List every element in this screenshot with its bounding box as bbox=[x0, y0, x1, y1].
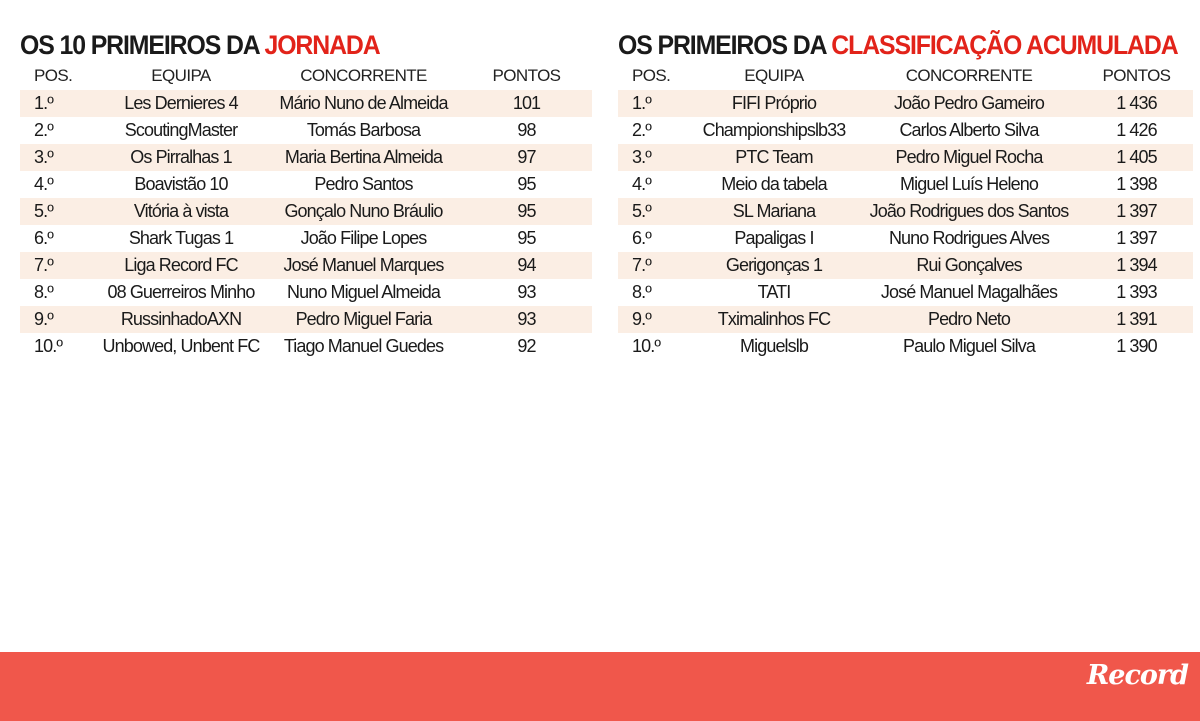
row-player: Mário Nuno de Almeida bbox=[266, 90, 461, 117]
round-top10-title-accent: JORNADA bbox=[264, 30, 380, 60]
table-row bbox=[618, 306, 1193, 333]
row-position: 10.º bbox=[20, 333, 96, 360]
row-team: Unbowed, Unbent FC bbox=[96, 333, 266, 360]
overall-leaders-title-accent: CLASSIFICAÇÃO ACUMULADA bbox=[831, 30, 1178, 60]
table-row bbox=[618, 279, 1193, 306]
row-player: José Manuel Marques bbox=[266, 252, 461, 279]
table-row bbox=[618, 198, 1193, 225]
row-points: 98 bbox=[461, 117, 592, 144]
row-position: 2.º bbox=[20, 117, 96, 144]
row-player: João Filipe Lopes bbox=[266, 225, 461, 252]
row-team: Boavistão 10 bbox=[96, 171, 266, 198]
row-position: 9.º bbox=[20, 306, 96, 333]
table-row bbox=[20, 225, 592, 252]
row-team: Championshipslb33 bbox=[690, 117, 858, 144]
row-team: 08 Guerreiros Minho bbox=[96, 279, 266, 306]
row-position: 4.º bbox=[618, 171, 690, 198]
row-position: 2.º bbox=[618, 117, 690, 144]
header-points: PONTOS bbox=[492, 66, 561, 85]
row-player: Carlos Alberto Silva bbox=[858, 117, 1080, 144]
overall-leaders-table bbox=[618, 62, 1193, 360]
overall-leaders-panel bbox=[618, 28, 1193, 360]
row-player: Rui Gonçalves bbox=[858, 252, 1080, 279]
row-position: 7.º bbox=[618, 252, 690, 279]
table-row bbox=[618, 90, 1193, 117]
row-player: Pedro Santos bbox=[266, 171, 461, 198]
row-points: 1 426 bbox=[1080, 117, 1193, 144]
row-team: Shark Tugas 1 bbox=[96, 225, 266, 252]
table-row bbox=[20, 252, 592, 279]
row-position: 1.º bbox=[618, 90, 690, 117]
row-position: 8.º bbox=[618, 279, 690, 306]
row-position: 4.º bbox=[20, 171, 96, 198]
row-position: 7.º bbox=[20, 252, 96, 279]
row-position: 10.º bbox=[618, 333, 690, 360]
row-player: Nuno Miguel Almeida bbox=[266, 279, 461, 306]
row-position: 8.º bbox=[20, 279, 96, 306]
round-top10-table bbox=[20, 62, 592, 360]
round-top10-title bbox=[20, 28, 546, 62]
row-player: Maria Bertina Almeida bbox=[266, 144, 461, 171]
row-points: 95 bbox=[461, 171, 592, 198]
table-row bbox=[20, 90, 592, 117]
row-position: 5.º bbox=[618, 198, 690, 225]
table-row bbox=[20, 117, 592, 144]
footer-bar bbox=[0, 652, 1200, 721]
row-team: SL Mariana bbox=[690, 198, 858, 225]
round-top10-title-prefix: OS 10 PRIMEIROS DA bbox=[20, 30, 265, 60]
row-team: Papaligas I bbox=[690, 225, 858, 252]
row-player: Tomás Barbosa bbox=[266, 117, 461, 144]
row-team: Miguelslb bbox=[690, 333, 858, 360]
row-position: 1.º bbox=[20, 90, 96, 117]
table-row bbox=[618, 333, 1193, 360]
row-points: 95 bbox=[461, 198, 592, 225]
header-pos: POS. bbox=[632, 66, 671, 85]
row-points: 97 bbox=[461, 144, 592, 171]
row-team: PTC Team bbox=[690, 144, 858, 171]
header-name: CONCORRENTE bbox=[905, 66, 1033, 85]
round-top10-rows bbox=[20, 90, 592, 360]
header-team: EQUIPA bbox=[744, 66, 804, 85]
overall-leaders-title-prefix: OS PRIMEIROS DA bbox=[618, 30, 832, 60]
row-points: 93 bbox=[461, 306, 592, 333]
header-pos: POS. bbox=[34, 66, 73, 85]
row-team: Liga Record FC bbox=[96, 252, 266, 279]
row-points: 94 bbox=[461, 252, 592, 279]
table-row bbox=[20, 171, 592, 198]
row-position: 6.º bbox=[618, 225, 690, 252]
row-position: 5.º bbox=[20, 198, 96, 225]
row-points: 95 bbox=[461, 225, 592, 252]
row-player: Tiago Manuel Guedes bbox=[266, 333, 461, 360]
row-player: Paulo Miguel Silva bbox=[858, 333, 1080, 360]
header-name: CONCORRENTE bbox=[300, 66, 427, 85]
row-player: Miguel Luís Heleno bbox=[858, 171, 1080, 198]
row-team: FIFI Próprio bbox=[690, 90, 858, 117]
row-player: João Pedro Gameiro bbox=[858, 90, 1080, 117]
table-row bbox=[618, 225, 1193, 252]
overall-leaders-rows bbox=[618, 90, 1193, 360]
row-position: 9.º bbox=[618, 306, 690, 333]
row-position: 3.º bbox=[618, 144, 690, 171]
table-header-row bbox=[20, 62, 592, 90]
overall-leaders-title bbox=[618, 28, 1178, 62]
row-position: 6.º bbox=[20, 225, 96, 252]
table-row bbox=[20, 333, 592, 360]
row-points: 1 398 bbox=[1080, 171, 1193, 198]
table-row bbox=[618, 252, 1193, 279]
table-row bbox=[618, 144, 1193, 171]
table-row bbox=[20, 198, 592, 225]
row-points: 1 391 bbox=[1080, 306, 1193, 333]
row-player: Nuno Rodrigues Alves bbox=[858, 225, 1080, 252]
row-team: Meio da tabela bbox=[690, 171, 858, 198]
row-points: 1 397 bbox=[1080, 198, 1193, 225]
row-team: Os Pirralhas 1 bbox=[96, 144, 266, 171]
row-team: TATI bbox=[690, 279, 858, 306]
row-player: Pedro Miguel Rocha bbox=[858, 144, 1080, 171]
row-team: Vitória à vista bbox=[96, 198, 266, 225]
row-points: 1 405 bbox=[1080, 144, 1193, 171]
row-player: Pedro Neto bbox=[858, 306, 1080, 333]
table-row bbox=[20, 279, 592, 306]
table-row bbox=[20, 306, 592, 333]
row-points: 92 bbox=[461, 333, 592, 360]
row-player: Pedro Miguel Faria bbox=[266, 306, 461, 333]
table-header-row bbox=[618, 62, 1193, 90]
row-points: 1 393 bbox=[1080, 279, 1193, 306]
row-points: 1 436 bbox=[1080, 90, 1193, 117]
row-team: Gerigonças 1 bbox=[690, 252, 858, 279]
row-player: João Rodrigues dos Santos bbox=[858, 198, 1080, 225]
table-row bbox=[618, 117, 1193, 144]
row-team: RussinhadoAXN bbox=[96, 306, 266, 333]
record-logo[interactable]: Record bbox=[1086, 660, 1188, 691]
row-team: Tximalinhos FC bbox=[690, 306, 858, 333]
row-position: 3.º bbox=[20, 144, 96, 171]
table-row bbox=[618, 171, 1193, 198]
row-player: Gonçalo Nuno Bráulio bbox=[266, 198, 461, 225]
row-points: 1 390 bbox=[1080, 333, 1193, 360]
round-top10-panel bbox=[20, 28, 592, 360]
header-team: EQUIPA bbox=[151, 66, 211, 85]
row-team: Les Dernieres 4 bbox=[96, 90, 266, 117]
row-points: 1 394 bbox=[1080, 252, 1193, 279]
row-player: José Manuel Magalhães bbox=[858, 279, 1080, 306]
row-points: 93 bbox=[461, 279, 592, 306]
row-points: 101 bbox=[461, 90, 592, 117]
row-team: ScoutingMaster bbox=[96, 117, 266, 144]
header-points: PONTOS bbox=[1102, 66, 1171, 85]
table-row bbox=[20, 144, 592, 171]
row-points: 1 397 bbox=[1080, 225, 1193, 252]
